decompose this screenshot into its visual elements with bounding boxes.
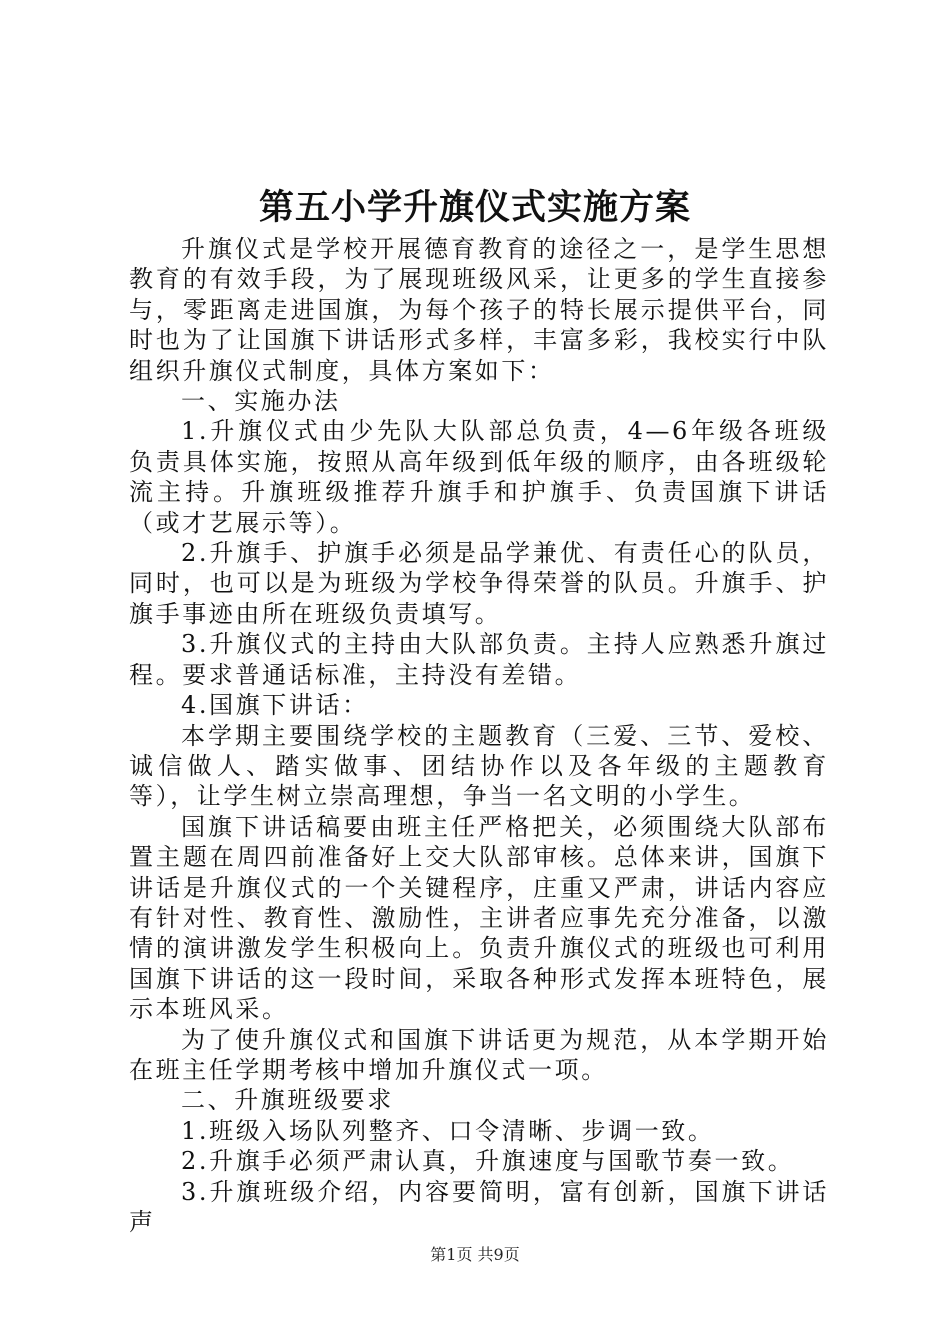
paragraph-intro: 升旗仪式是学校开展德育教育的途径之一，是学生思想教育的有效手段，为了展现班级风采，让更多的学生直接参与，零距离走进国旗，为每个孩子的特长展示提供平台，同时也为了让国旗下讲话形式多样，丰富多彩，我校实行中队组织升旗仪式制度，具体方案如下： [129,235,829,385]
document-title: 第五小学升旗仪式实施方案 [258,187,691,228]
section-heading-requirements: 二、升旗班级要求 [181,1086,394,1115]
paragraph-item-3: 3.升旗仪式的主持由大队部负责。主持人应熟悉升旗过程。要求普通话标准，主持没有差错。 [129,630,829,689]
paragraph-theme: 本学期主要围绕学校的主题教育（三爱、三节、爱校、诚信做人、踏实做事、团结协作以及各年级的主题教育等），让学生树立崇高理想，争当一名文明的小学生。 [129,721,829,811]
page-number-footer: 第1页 共9页 [430,1245,520,1264]
paragraph-item-1: 1.升旗仪式由少先队大队部总负责，4—6年级各班级负责具体实施，按照从高年级到低年级的顺序，由各班级轮流主持。升旗班级推荐升旗手和护旗手、负责国旗下讲话（或才艺展示等）。 [129,417,829,537]
paragraph-item-2: 2.升旗手、护旗手必须是品学兼优、有责任心的队员，同时，也可以是为班级为学校争得荣誉的队员。升旗手、护旗手事迹由所在班级负责填写。 [129,539,829,628]
paragraph-speech: 国旗下讲话稿要由班主任严格把关，必须围绕大队部布置主题在周四前准备好上交大队部审核。总体来讲，国旗下讲话是升旗仪式的一个关键程序，庄重又严肃，讲话内容应有针对性、教育性、激励性，主讲者应事先充分准备，以激情的演讲激发学生积极向上。负责升旗仪式的班级也可利用国旗下讲话的这一段时间，采取各种形式发挥本班特色，展示本班风采。 [129,812,829,1024]
paragraph-item-4: 4.国旗下讲话： [181,691,369,720]
document-body [129,234,829,1237]
paragraph-req-1: 1.班级入场队列整齐、口令清晰、步调一致。 [181,1116,715,1145]
paragraph-assessment: 为了使升旗仪式和国旗下讲话更为规范，从本学期开始在班主任学期考核中增加升旗仪式一项。 [129,1025,829,1084]
section-heading-implementation: 一、实施办法 [181,387,341,416]
paragraph-req-3: 3.升旗班级介绍，内容要简明，富有创新，国旗下讲话声 [129,1177,829,1236]
paragraph-req-2: 2.升旗手必须严肃认真，升旗速度与国歌节奏一致。 [181,1147,795,1176]
